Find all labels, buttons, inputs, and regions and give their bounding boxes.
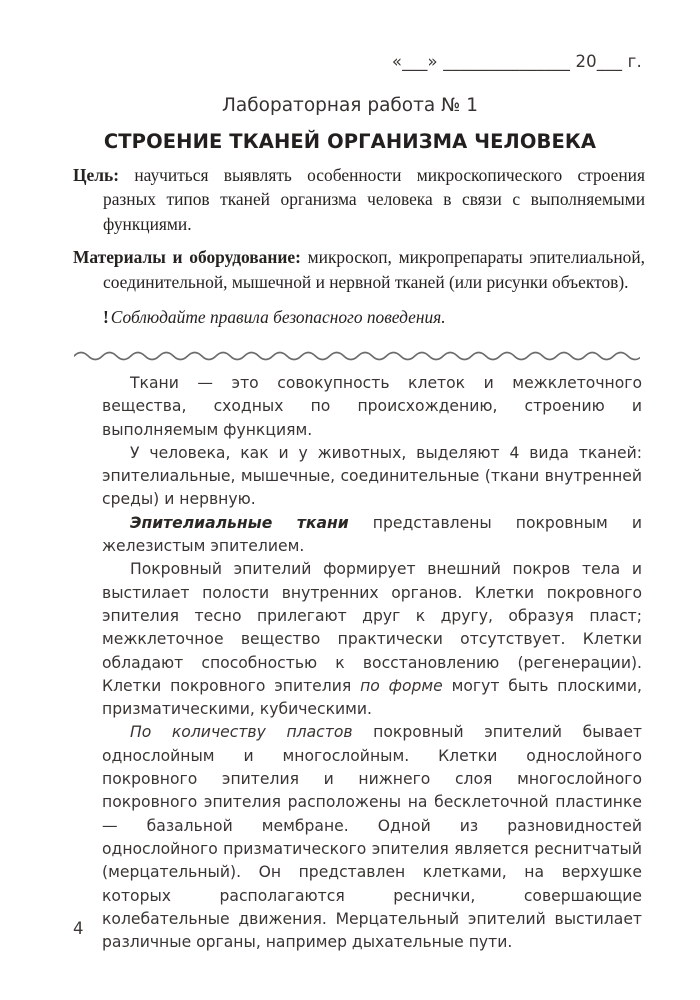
page-number: 4 (73, 919, 84, 938)
paragraph-covering-epithelium (102, 558, 642, 721)
term-by-shape: по форме (360, 676, 443, 695)
covering-epithelium-text-b: могут быть плоскими, призматическими, кубическими. (102, 676, 642, 719)
paragraph-tissues-definition: Ткани — это совокупность клеток и межклеточного вещества, сходных по происхождению, строению и выполняемым функциям. (102, 374, 642, 439)
materials-text: микроскоп, микропрепараты эпителиальной, соединительной, мышечной и нервной тканей (или рисунки объектов). (103, 247, 645, 292)
goal-label: Цель: (73, 165, 119, 185)
safety-note-text: Соблюдайте правила безопасного поведения. (110, 307, 446, 327)
lab-meta-block (73, 163, 645, 294)
term-by-layer-count: По количеству пластов (130, 723, 353, 742)
materials-paragraph (73, 245, 645, 294)
paragraph-epithelial-intro (102, 512, 642, 559)
exclamation-icon: ! (103, 307, 109, 327)
date-blank-line: «___» _______________ 20___ г. (391, 52, 642, 71)
safety-note (103, 305, 645, 329)
paragraph-layer-count (102, 721, 642, 954)
layer-count-text: покровный эпителий бывает однослойным и многослойным. Клетки однослойного покровного эпителия и нижнего слоя многослойного покровного эпителия расположены на бесклеточной пластинке — базальной мембране. Одной из разновидностей однослойного призматического эпителия является реснитчатый (мерцательный). Он представлен клетками, на верхушке которых располагаются реснички, совершающие колебательные движения. Мерцательный эпителий выстилает различные органы, например дыхательные пути. (102, 723, 642, 952)
goal-paragraph (73, 163, 645, 236)
wavy-divider (74, 348, 640, 364)
term-epithelial-tissues: Эпителиальные ткани (130, 513, 349, 532)
body-text-block (102, 372, 642, 954)
paragraph-tissue-types: У человека, как и у животных, выделяют 4 вида тканей: эпителиальные, мышечные, соединительные (ткани внутренней среды) и нервную. (102, 443, 642, 509)
goal-text: научиться выявлять особенности микроскопического строения разных типов тканей организма человека в связи с выполняемыми функциями. (103, 165, 645, 234)
lab-work-heading: Лабораторная работа № 1 (221, 95, 479, 116)
page-title: СТРОЕНИЕ ТКАНЕЙ ОРГАНИЗМА ЧЕЛОВЕКА (103, 130, 597, 153)
materials-label: Материалы и оборудование: (73, 247, 301, 268)
paragraph-epithelial-intro-rest: представлены покровным и железистым эпителием. (102, 513, 642, 556)
covering-epithelium-text-a: Покровный эпителий формирует внешний покров тела и выстилает полости внутренних органов. Клетки покровного эпителия тесно прилегают друг к другу, образуя пласт; межклеточное вещество практически отсутствует. Клетки обладают способностью к восстановлению (регенерации). Клетки покровного эпителия (102, 560, 642, 695)
